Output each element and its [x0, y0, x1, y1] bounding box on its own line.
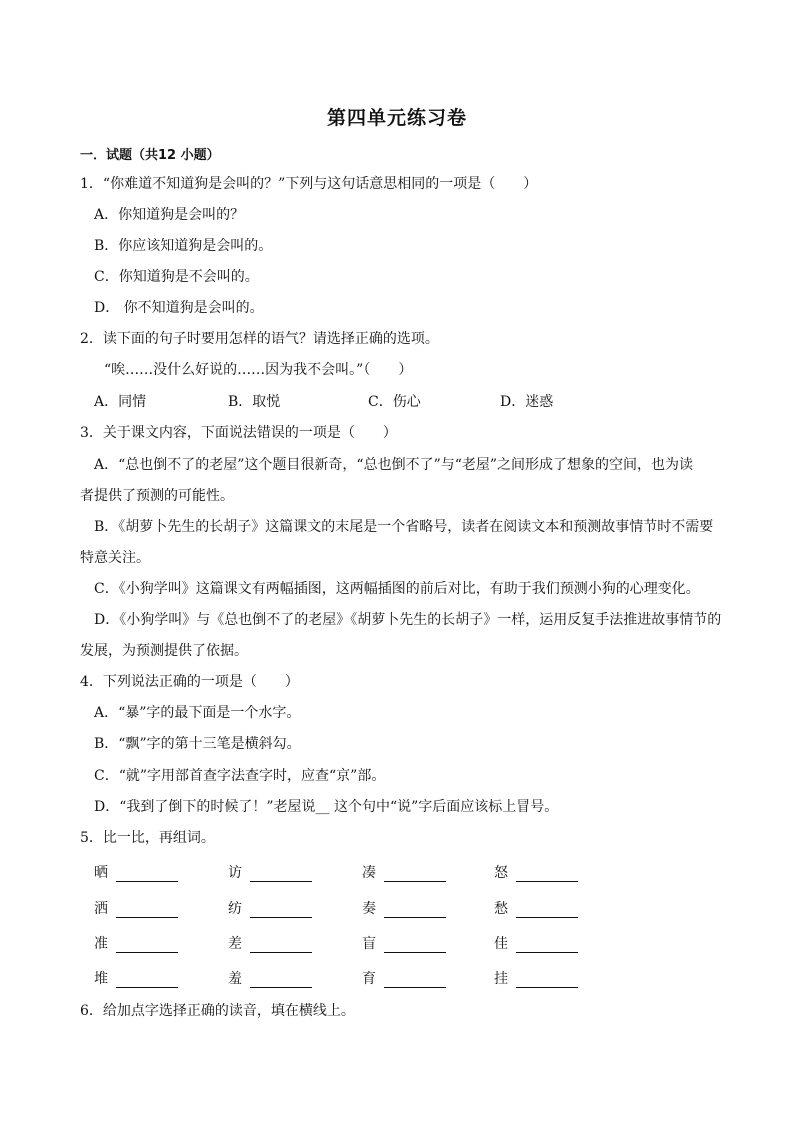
answer-blank-line[interactable] [384, 973, 446, 988]
q5-cell [494, 968, 578, 988]
q5-cell [94, 898, 178, 918]
q5-character: 佳 [494, 936, 508, 952]
q4-option-b: B．“飘”字的第十三笔是横斜勾。 [94, 736, 301, 752]
q3-option-a-line1: A．“总也倒不了的老屋”这个题目很新奇，“总也倒不了”与“老屋”之间形成了想象的空间，也为读 [94, 457, 694, 473]
q2-stem: 2．读下面的句子时要用怎样的语气？请选择正确的选项。 [80, 331, 439, 347]
q5-character: 盲 [362, 936, 376, 952]
answer-blank-line[interactable] [384, 867, 446, 882]
answer-blank-line[interactable] [250, 938, 312, 953]
answer-blank-line[interactable] [116, 903, 178, 918]
answer-blank-line[interactable] [516, 867, 578, 882]
q5-character: 晒 [94, 865, 108, 881]
q5-character: 访 [228, 865, 242, 881]
q5-character: 纺 [228, 901, 242, 917]
answer-blank-line[interactable] [116, 938, 178, 953]
q5-character: 差 [228, 936, 242, 952]
answer-blank-line[interactable] [116, 973, 178, 988]
q5-character: 凑 [362, 865, 376, 881]
q5-cell [228, 898, 312, 918]
q5-cell [94, 862, 178, 882]
answer-blank-line[interactable] [384, 938, 446, 953]
answer-blank-line[interactable] [516, 938, 578, 953]
page-title: 第四单元练习卷 [326, 107, 467, 129]
q1-option-a: A．你知道狗是会叫的？ [94, 207, 245, 223]
q5-cell [362, 968, 446, 988]
q3-stem: 3．关于课文内容，下面说法错误的一项是（ ） [80, 425, 397, 441]
q2-quote: “唉……没什么好说的……因为我不会叫。”（ ） [104, 362, 413, 378]
q2-option-a: A．同情 [94, 394, 147, 410]
q5-cell [494, 898, 578, 918]
q6-stem: 6．给加点字选择正确的读音，填在横线上。 [80, 1003, 355, 1019]
q5-character: 怒 [494, 865, 508, 881]
q4-stem: 4．下列说法正确的一项是（ ） [80, 674, 299, 690]
q5-cell [94, 933, 178, 953]
q3-option-b-line2: 特意关注。 [80, 550, 150, 566]
q4-option-c: C．“就”字用部首查字法查字时，应查“京”部。 [94, 768, 386, 784]
q5-cell [362, 898, 446, 918]
answer-blank-line[interactable] [384, 903, 446, 918]
q5-character: 奏 [362, 901, 376, 917]
q1-option-c: C．你知道狗是不会叫的。 [94, 269, 259, 285]
q5-character: 育 [362, 971, 376, 987]
q5-cell [228, 933, 312, 953]
q5-character: 准 [94, 936, 108, 952]
q5-cell [228, 968, 312, 988]
q4-option-d: D．“我到了倒下的时候了！”老屋说__ 这个句中“说”字后面应该标上冒号。 [94, 799, 559, 815]
answer-blank-line[interactable] [250, 973, 312, 988]
q5-stem: 5．比一比，再组词。 [80, 830, 215, 846]
q2-option-c: C．伤心 [368, 394, 421, 410]
q5-character: 洒 [94, 901, 108, 917]
q1-option-d: D． 你不知道狗是会叫的。 [94, 300, 264, 316]
q4-option-a: A．“暴”字的最下面是一个水字。 [94, 705, 301, 721]
answer-blank-line[interactable] [250, 867, 312, 882]
q3-option-d-line1: D．《小狗学叫》与《总也倒不了的老屋》《胡萝卜先生的长胡子》一样，运用反复手法推进故事情节的 [94, 612, 722, 628]
q5-character: 羞 [228, 971, 242, 987]
q5-character: 挂 [494, 971, 508, 987]
q2-option-d: D．迷惑 [500, 394, 554, 410]
q1-option-b: B．你应该知道狗是会叫的。 [94, 238, 273, 254]
answer-blank-line[interactable] [250, 903, 312, 918]
q3-option-c: C．《小狗学叫》这篇课文有两幅插图，这两幅插图的前后对比，有助于我们预测小狗的心理变化。 [94, 581, 700, 597]
section-heading: 一．试题（共12 小题） [80, 148, 220, 163]
answer-blank-line[interactable] [516, 903, 578, 918]
q5-cell [362, 862, 446, 882]
q3-option-a-line2: 者提供了预测的可能性。 [80, 488, 234, 504]
answer-blank-line[interactable] [516, 973, 578, 988]
q3-option-d-line2: 发展，为预测提供了依据。 [80, 643, 248, 659]
q5-character: 愁 [494, 901, 508, 917]
q5-cell [94, 968, 178, 988]
answer-blank-line[interactable] [116, 867, 178, 882]
q1-stem: 1．“你难道不知道狗是会叫的？”下列与这句话意思相同的一项是（ ） [80, 176, 538, 192]
q5-character: 堆 [94, 971, 108, 987]
q5-cell [494, 862, 578, 882]
q5-cell [494, 933, 578, 953]
q3-option-b-line1: B．《胡萝卜先生的长胡子》这篇课文的末尾是一个省略号，读者在阅读文本和预测故事情节时不需要 [94, 519, 714, 535]
q5-cell [362, 933, 446, 953]
q2-option-b: B．取悦 [228, 394, 281, 410]
q5-cell [228, 862, 312, 882]
